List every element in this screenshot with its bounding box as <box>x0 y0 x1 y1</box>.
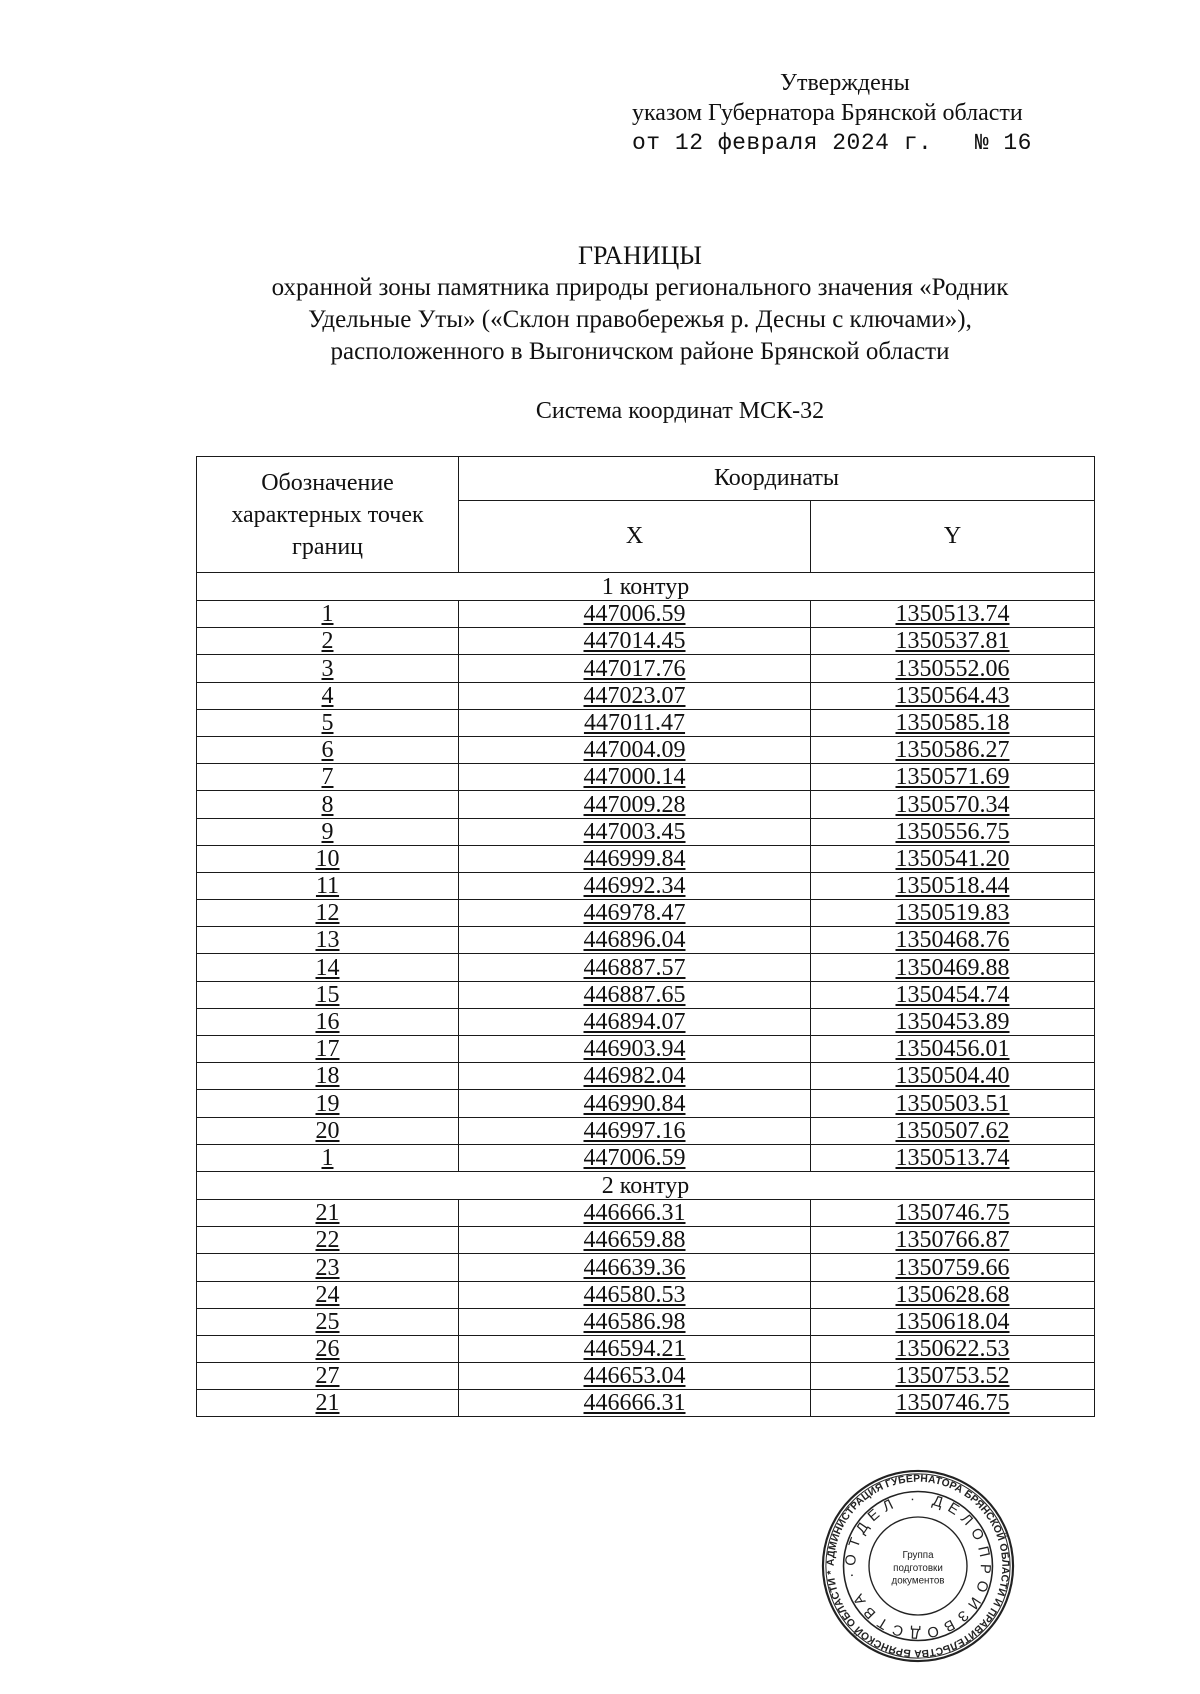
coord-y: 1350456.01 <box>895 1036 1010 1063</box>
coord-y: 1350564.43 <box>895 682 1010 709</box>
coord-x: 446990.84 <box>583 1090 686 1117</box>
coord-x: 446978.47 <box>583 900 686 927</box>
coord-y-cell <box>811 1227 1095 1254</box>
point-number-cell <box>197 655 459 682</box>
point-number: 3 <box>321 655 334 682</box>
coord-y: 1350519.83 <box>895 900 1010 927</box>
point-number: 26 <box>315 1336 340 1363</box>
coordinates-table <box>196 456 1095 1417</box>
coord-y-cell <box>811 1335 1095 1362</box>
coord-x: 446982.04 <box>583 1063 686 1090</box>
coord-y: 1350585.18 <box>895 709 1010 736</box>
coord-x: 446896.04 <box>583 927 686 954</box>
approval-date: 12 февраля 2024 г. <box>674 130 933 156</box>
coord-y-cell <box>811 1008 1095 1035</box>
coord-y: 1350746.75 <box>895 1390 1010 1417</box>
coord-y: 1350469.88 <box>895 954 1010 981</box>
point-number-cell <box>197 1254 459 1281</box>
coord-x-cell <box>459 736 811 763</box>
table-row <box>197 1308 1095 1335</box>
table-body <box>197 573 1095 1417</box>
point-number: 1 <box>321 601 334 628</box>
date-prefix: от <box>632 130 661 156</box>
coord-y: 1350556.75 <box>895 818 1010 845</box>
coord-y: 1350541.20 <box>895 845 1010 872</box>
point-number: 12 <box>315 900 340 927</box>
point-number: 17 <box>315 1036 340 1063</box>
coord-x-cell <box>459 1390 811 1417</box>
approval-date-line <box>620 128 1100 158</box>
header-x: X <box>459 501 811 573</box>
coord-y-cell <box>811 1036 1095 1063</box>
coord-y-cell <box>811 1199 1095 1226</box>
table-row <box>197 981 1095 1008</box>
coord-y-cell <box>811 1117 1095 1144</box>
svg-text:документов: документов <box>891 1575 945 1587</box>
coord-y-cell <box>811 655 1095 682</box>
coord-x-cell <box>459 1227 811 1254</box>
coord-x-cell <box>459 1363 811 1390</box>
point-number: 7 <box>321 764 334 791</box>
point-number: 15 <box>315 981 340 1008</box>
table-row <box>197 872 1095 899</box>
coord-x: 446639.36 <box>583 1254 686 1281</box>
coord-y: 1350503.51 <box>895 1090 1010 1117</box>
coord-x: 446887.65 <box>583 981 686 1008</box>
coord-x-cell <box>459 1144 811 1171</box>
coord-y: 1350766.87 <box>895 1227 1010 1254</box>
point-number: 1 <box>321 1144 334 1171</box>
point-number: 25 <box>315 1308 340 1335</box>
coord-y-cell <box>811 981 1095 1008</box>
coord-x-cell <box>459 1254 811 1281</box>
coord-y: 1350622.53 <box>895 1336 1010 1363</box>
table-row <box>197 1281 1095 1308</box>
coord-x: 446903.94 <box>583 1036 686 1063</box>
point-number-cell <box>197 845 459 872</box>
coord-x-cell <box>459 1281 811 1308</box>
heading-line-1: охранной зоны памятника природы регионального значения «Родник <box>271 274 1009 301</box>
table-row <box>197 709 1095 736</box>
header-coordinates: Координаты <box>459 457 1095 501</box>
coord-x-cell <box>459 1090 811 1117</box>
table-row <box>197 601 1095 628</box>
table-row <box>197 1090 1095 1117</box>
coord-x-cell <box>459 601 811 628</box>
point-number: 10 <box>315 845 340 872</box>
coord-x: 447003.45 <box>583 818 686 845</box>
point-number-cell <box>197 1199 459 1226</box>
point-number-cell <box>197 709 459 736</box>
table-row <box>197 1008 1095 1035</box>
point-number-cell <box>197 900 459 927</box>
table-row <box>197 791 1095 818</box>
point-number-cell <box>197 1036 459 1063</box>
svg-text:подготовки: подготовки <box>893 1562 943 1574</box>
coord-x: 446586.98 <box>583 1308 686 1335</box>
coord-y-cell <box>811 736 1095 763</box>
approval-line-2: указом Губернатора Брянской области <box>632 100 1023 126</box>
point-number: 11 <box>315 873 340 900</box>
coord-y-cell <box>811 1281 1095 1308</box>
coord-x-cell <box>459 764 811 791</box>
coord-x: 446666.31 <box>583 1390 686 1417</box>
coord-y: 1350513.74 <box>895 601 1010 628</box>
coord-y-cell <box>811 682 1095 709</box>
coord-y-cell <box>811 628 1095 655</box>
coord-x: 446997.16 <box>583 1117 686 1144</box>
coord-y-cell <box>811 1063 1095 1090</box>
point-number-cell <box>197 1281 459 1308</box>
coord-x-cell <box>459 981 811 1008</box>
point-number: 18 <box>315 1063 340 1090</box>
coord-x-cell <box>459 1308 811 1335</box>
coord-y-cell <box>811 709 1095 736</box>
point-number: 9 <box>321 818 334 845</box>
coord-x-cell <box>459 1199 811 1226</box>
coord-x-cell <box>459 655 811 682</box>
coord-y: 1350454.74 <box>895 981 1010 1008</box>
approval-number: 16 <box>1003 130 1032 156</box>
coord-x: 446999.84 <box>583 845 686 872</box>
stamp-outer-text: АДМИНИСТРАЦИЯ ГУБЕРНАТОРА БРЯНСКОЙ ОБЛАСТИ И ПРАВИТЕЛЬСТВА БРЯНСКОЙ ОБЛАСТИ * <box>825 1473 1011 1659</box>
coord-x: 447011.47 <box>583 709 686 736</box>
number-sign: № <box>974 130 989 156</box>
stamp-inner-text: ОТДЕЛ · ДЕЛОПРОИЗВОДСТВА · <box>843 1491 993 1641</box>
coord-x: 447017.76 <box>583 655 686 682</box>
table-row <box>197 655 1095 682</box>
point-number: 16 <box>315 1009 340 1035</box>
point-number-cell <box>197 1090 459 1117</box>
point-number-cell <box>197 1144 459 1171</box>
point-number-cell <box>197 1335 459 1362</box>
coord-x-cell <box>459 872 811 899</box>
contour-label: 2 контур <box>197 1171 1095 1199</box>
coord-x-cell <box>459 845 811 872</box>
point-number-cell <box>197 1308 459 1335</box>
official-stamp <box>820 1468 1016 1664</box>
approval-line-1: Утверждены <box>780 70 910 96</box>
table-row <box>197 736 1095 763</box>
coord-y: 1350628.68 <box>895 1281 1010 1308</box>
coord-y: 1350453.89 <box>895 1009 1010 1035</box>
coord-y-cell <box>811 1390 1095 1417</box>
point-number-cell <box>197 1008 459 1035</box>
coord-y-cell <box>811 1144 1095 1171</box>
coord-y: 1350586.27 <box>895 737 1010 764</box>
point-number: 22 <box>315 1227 340 1254</box>
coordinate-system: Система координат МСК-32 <box>535 398 825 424</box>
coord-x: 447000.14 <box>583 764 686 791</box>
table-row <box>197 1254 1095 1281</box>
coord-x: 446659.88 <box>583 1227 686 1254</box>
coord-x-cell <box>459 818 811 845</box>
coord-y: 1350759.66 <box>895 1254 1010 1281</box>
header-y: Y <box>811 501 1095 573</box>
point-number: 8 <box>321 791 334 818</box>
coord-x: 446992.34 <box>583 873 686 900</box>
point-number-cell <box>197 818 459 845</box>
point-number: 4 <box>321 682 334 709</box>
point-number: 6 <box>321 737 334 764</box>
point-number: 21 <box>315 1200 340 1227</box>
point-number: 24 <box>315 1281 340 1308</box>
table-row <box>197 845 1095 872</box>
point-number: 13 <box>315 927 340 954</box>
coord-x-cell <box>459 1117 811 1144</box>
coord-x: 447014.45 <box>583 628 686 655</box>
point-number-cell <box>197 1063 459 1090</box>
coord-y: 1350552.06 <box>895 655 1010 682</box>
coord-x-cell <box>459 709 811 736</box>
table-row <box>197 1199 1095 1226</box>
coord-y: 1350507.62 <box>895 1117 1010 1144</box>
point-number-cell <box>197 764 459 791</box>
point-number-cell <box>197 872 459 899</box>
coord-x: 447009.28 <box>583 791 686 818</box>
coord-y-cell <box>811 818 1095 845</box>
coord-y-cell <box>811 764 1095 791</box>
coord-x-cell <box>459 927 811 954</box>
point-number: 27 <box>315 1363 340 1390</box>
coord-y-cell <box>811 1308 1095 1335</box>
coord-x-cell <box>459 628 811 655</box>
point-number-cell <box>197 1117 459 1144</box>
point-number-cell <box>197 682 459 709</box>
coord-y-cell <box>811 1254 1095 1281</box>
coord-x-cell <box>459 1063 811 1090</box>
coord-y-cell <box>811 601 1095 628</box>
point-number: 23 <box>315 1254 340 1281</box>
svg-text:Группа: Группа <box>902 1550 934 1562</box>
point-number-cell <box>197 1390 459 1417</box>
point-number: 20 <box>315 1117 340 1144</box>
coord-y-cell <box>811 954 1095 981</box>
coord-y: 1350746.75 <box>895 1200 1010 1227</box>
point-number: 5 <box>321 709 334 736</box>
coord-y: 1350570.34 <box>895 791 1010 818</box>
table-row <box>197 927 1095 954</box>
coord-x-cell <box>459 682 811 709</box>
heading-line-3: расположенного в Выгоничском районе Брянской области <box>330 338 950 365</box>
table-row <box>197 1363 1095 1390</box>
coord-y-cell <box>811 927 1095 954</box>
coord-y-cell <box>811 845 1095 872</box>
coord-x-cell <box>459 791 811 818</box>
coord-x: 447004.09 <box>583 737 686 764</box>
point-number-cell <box>197 981 459 1008</box>
table-row <box>197 764 1095 791</box>
coord-x-cell <box>459 900 811 927</box>
coord-x-cell <box>459 1335 811 1362</box>
table-row <box>197 1063 1095 1090</box>
point-number-cell <box>197 736 459 763</box>
coord-x: 446894.07 <box>583 1009 686 1035</box>
point-number-cell <box>197 1363 459 1390</box>
table-row <box>197 900 1095 927</box>
point-number-cell <box>197 791 459 818</box>
contour-label: 1 контур <box>197 573 1095 601</box>
coord-y-cell <box>811 1363 1095 1390</box>
coord-y: 1350571.69 <box>895 764 1010 791</box>
point-number-cell <box>197 954 459 981</box>
approval-block <box>620 68 1100 158</box>
point-number: 2 <box>321 628 334 655</box>
heading-line-2: Удельные Уты» («Склон правобережья р. Десны с ключами»), <box>308 306 972 333</box>
table-row <box>197 1390 1095 1417</box>
table-row <box>197 954 1095 981</box>
point-number: 21 <box>315 1390 340 1417</box>
coord-y-cell <box>811 900 1095 927</box>
coord-x: 446580.53 <box>583 1281 686 1308</box>
point-number-cell <box>197 1227 459 1254</box>
header-point-designation: Обозначение характерных точек границ <box>197 457 459 573</box>
coord-y: 1350513.74 <box>895 1144 1010 1171</box>
coord-y: 1350518.44 <box>895 873 1010 900</box>
coord-x: 447023.07 <box>583 682 686 709</box>
coord-x: 447006.59 <box>583 601 686 628</box>
table-row <box>197 1144 1095 1171</box>
coord-x-cell <box>459 954 811 981</box>
document-title: ГРАНИЦЫ <box>578 241 702 270</box>
table-row <box>197 682 1095 709</box>
table-row <box>197 1335 1095 1362</box>
point-number-cell <box>197 927 459 954</box>
table-row <box>197 628 1095 655</box>
coord-y: 1350618.04 <box>895 1308 1010 1335</box>
coord-x: 446887.57 <box>583 954 686 981</box>
point-number: 19 <box>315 1090 340 1117</box>
table-row <box>197 818 1095 845</box>
table-row <box>197 1117 1095 1144</box>
coord-x-cell <box>459 1008 811 1035</box>
point-number-cell <box>197 601 459 628</box>
coord-y: 1350468.76 <box>895 927 1010 954</box>
coord-y: 1350504.40 <box>895 1063 1010 1090</box>
table-row <box>197 1227 1095 1254</box>
coord-x: 447006.59 <box>583 1144 686 1171</box>
coord-x-cell <box>459 1036 811 1063</box>
coord-y: 1350753.52 <box>895 1363 1010 1390</box>
coord-y-cell <box>811 872 1095 899</box>
document-heading <box>160 240 1120 368</box>
point-number-cell <box>197 628 459 655</box>
coord-x: 446653.04 <box>583 1363 686 1390</box>
coord-y-cell <box>811 1090 1095 1117</box>
coord-y-cell <box>811 791 1095 818</box>
coord-y: 1350537.81 <box>895 628 1010 655</box>
point-number: 14 <box>315 954 340 981</box>
table-row <box>197 1036 1095 1063</box>
coord-x: 446666.31 <box>583 1200 686 1227</box>
coord-x: 446594.21 <box>583 1336 686 1363</box>
